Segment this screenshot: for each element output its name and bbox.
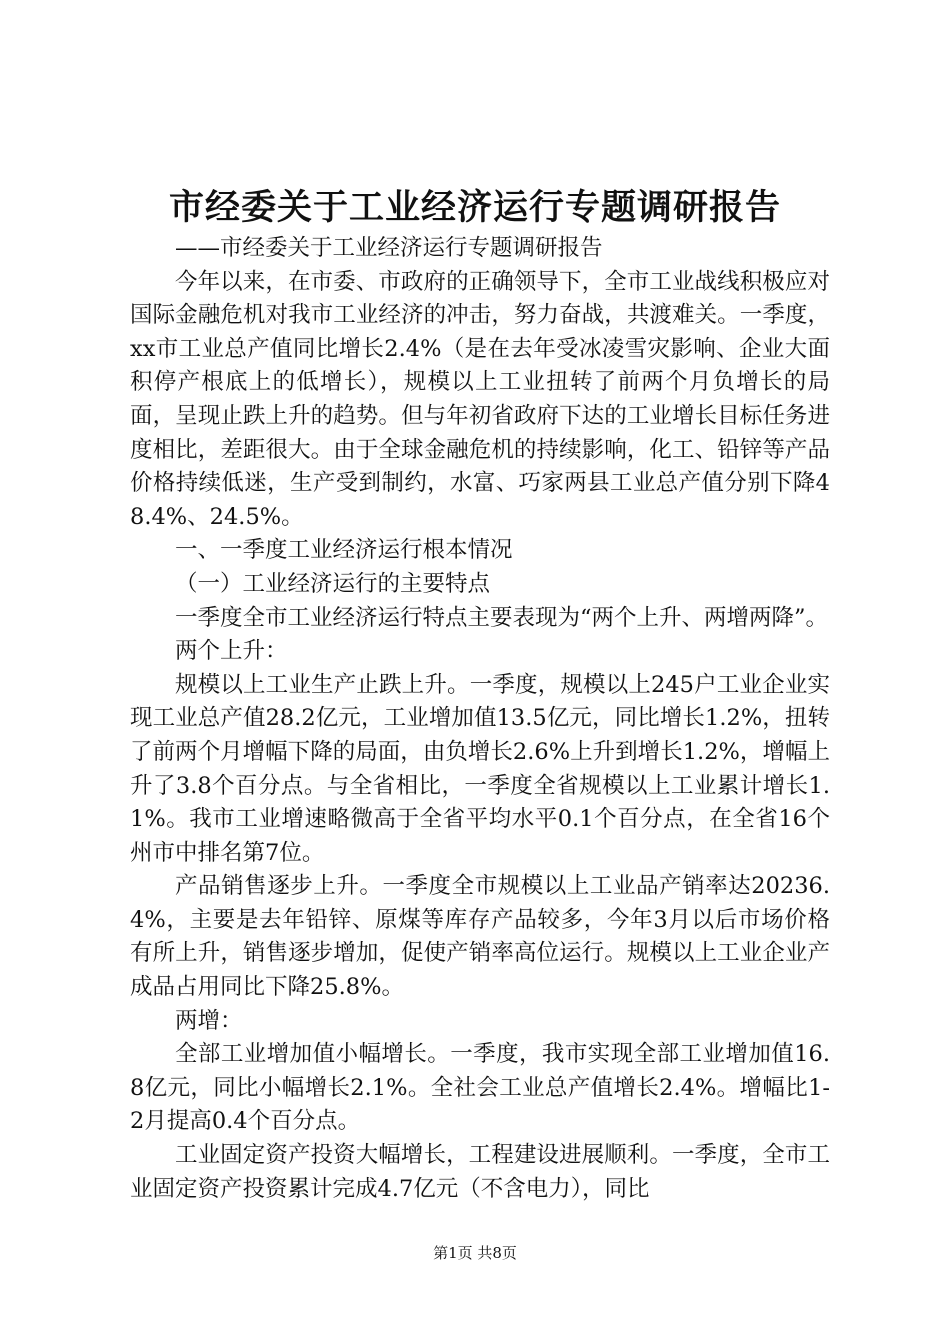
- body-paragraph: 产品销售逐步上升。一季度全市规模以上工业品产销率达20236.4%，主要是去年铅锌、原煤等库存产品较多，今年3月以后市场价格有所上升，销售逐步增加，促使产销率高位运行。规模以上工业企业产成品占用同比下降25.8%。: [130, 873, 830, 1001]
- section-heading: 一、一季度工业经济运行根本情况: [175, 537, 513, 564]
- body-paragraph: 工业固定资产投资大幅增长，工程建设进展顺利。一季度，全市工业固定资产投资累计完成4.7亿元（不含电力），同比: [130, 1142, 830, 1202]
- body-paragraph: 两增：: [175, 1007, 243, 1034]
- subsection-heading: （一）工业经济运行的主要特点: [175, 570, 491, 597]
- document-title: 市经委关于工业经济运行专题调研报告: [168, 187, 781, 228]
- body-paragraph: 全部工业增加值小幅增长。一季度，我市实现全部工业增加值16.8亿元，同比小幅增长2.1%。全社会工业总产值增长2.4%。增幅比1-2月提高0.4个百分点。: [130, 1041, 830, 1135]
- body-paragraph: 规模以上工业生产止跌上升。一季度，规模以上245户工业企业实现工业总产值28.2亿元，工业增加值13.5亿元，同比增长1.2%，扭转了前两个月增幅下降的局面，由负增长2.6%上升到增长1.2%，增幅上升了3.8个百分点。与全省相比，一季度全省规模以上工业累计增长1.1%。我市工业增速略微高于全省平均水平0.1个百分点，在全省16个州市中排名第7位。: [130, 671, 830, 866]
- page-number-footer: 第1页 共8页: [433, 1244, 517, 1262]
- subtitle-paragraph: ——市经委关于工业经济运行专题调研报告: [175, 235, 603, 261]
- intro-paragraph: 今年以来，在市委、市政府的正确领导下，全市工业战线积极应对国际金融危机对我市工业经济的冲击，努力奋战，共渡难关。一季度，xx市工业总产值同比增长2.4%（是在去年受冰凌雪灾影响、企业大面积停产根底上的低增长），规模以上工业扭转了前两个月负增长的局面，呈现止跌上升的趋势。但与年初省政府下达的工业增长目标任务进度相比，差距很大。由于全球金融危机的持续影响，化工、铅锌等产品价格持续低迷，生产受到制约，水富、巧家两县工业总产值分别下降48.4%、24.5%。: [130, 268, 830, 530]
- document-body: [130, 232, 830, 1206]
- body-paragraph: 两个上升：: [175, 638, 288, 665]
- body-paragraph: 一季度全市工业经济运行特点主要表现为“两个上升、两增两降”。: [175, 604, 829, 631]
